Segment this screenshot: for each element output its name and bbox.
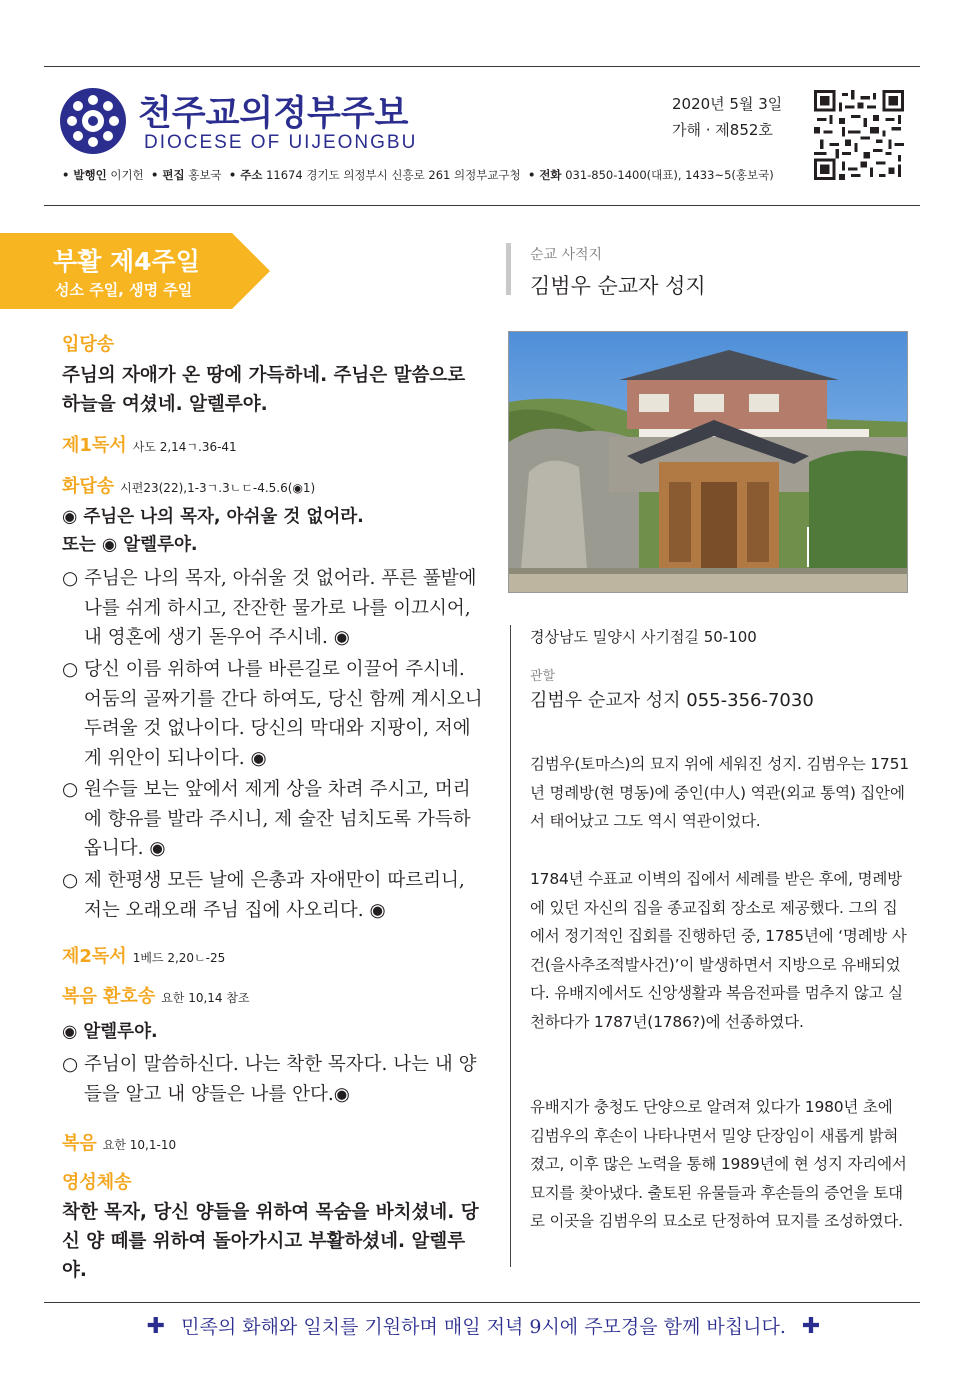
psalm-verse: ○ 주님은 나의 목자, 아쉬울 것 없어라. 푸른 풀밭에 나를 쉬게 하시고, 잔잔한 물가로 나를 이끄시어, 내 영혼에 생기 돋우어 주시네. ◉ [62,568,477,648]
footer-prayer [0,1312,967,1339]
entrance-antiphon-text: 주님의 자애가 온 땅에 가득하네. 주님은 말씀으로 하늘을 여셨네. 알렐루야. [62,365,466,415]
psalm-verse: ○ 제 한평생 모든 날에 은총과 자애만이 따르리니, 저는 오래오래 주님 집에 사오리다. ◉ [62,870,465,921]
issue-date: 2020년 5월 3일 [672,95,783,113]
section-marker [506,243,511,295]
communion-antiphon-heading: 영성체송 [62,1172,132,1193]
top-rule [44,66,920,67]
gospel-acclamation-ref: 요한 10,14 참조 [161,991,250,1005]
psalm-heading: 화답송 시편23(22),1-3ㄱ.3ㄴㄷ-4.5.6(◉1) [62,476,316,497]
jurisdiction-label: 관할 [530,669,556,684]
entrance-antiphon-heading: 입당송 [62,334,115,355]
psalm-response-alt: 또는 ◉ 알렐루야. [62,535,198,555]
footer-rule [44,1302,920,1303]
cross-icon: ✚ [146,1314,166,1339]
gospel-heading: 복음 요한 10,1-10 [62,1133,177,1154]
psalm-ref: 시편23(22),1-3ㄱ.3ㄴㄷ-4.5.6(◉1) [120,481,316,495]
shrine-photo [508,331,908,593]
footer-text: 민족의 화해와 일치를 기원하며 매일 저녁 9시에 주모경을 함께 바칩니다. [181,1316,786,1338]
shrine-paragraph: 유배지가 충청도 단양으로 알려져 있다가 1980년 초에 김범우의 후손이 나타나면서 밀양 단장임이 새롭게 밝혀졌고, 이후 많은 노력을 통해 1989년에 현 성지 자리에서 묘지를 찾아냈다. 출토된 유물들과 후손들의 증언을 토대로 이곳을 김범우의 묘소로 단정하여 묘지를 조성하였다. [530,1098,907,1230]
masthead-rule [44,205,920,206]
shrine-title: 김범우 순교자 성지 [530,274,706,298]
first-reading-heading: 제1독서 사도 2,14ㄱ.36-41 [62,435,237,456]
gospel-ref: 요한 10,1-10 [102,1138,177,1152]
qr-code-icon[interactable] [814,90,904,180]
diocese-logo [60,88,126,154]
psalm-verse: ○ 당신 이름 위하여 나를 바른길로 이끌어 주시네. 어둠의 골짜기를 간다 하여도, 당신 함께 계시오니 두려울 것 없나이다. 당신의 막대와 지팡이, 저에게 위안이 되나이다. ◉ [62,659,483,769]
newsletter-title: 천주교의정부주보 [138,94,409,134]
cross-icon: ✚ [801,1314,821,1339]
sunday-title: 부활 제4주일 [53,247,200,276]
publication-credits: • 발행인 이기헌 • 편집 홍보국 • 주소 11674 경기도 의정부시 신흥로 261 의정부교구청 • 전화 031-850-1400(대표), 1433~5(홍보국) [62,168,774,182]
second-reading-heading: 제2독서 1베드 2,20ㄴ-25 [62,946,226,967]
section-kicker: 순교 사적지 [530,247,603,263]
gospel-acclamation-response: ◉ 알렐루야. [62,1022,158,1042]
gospel-acclamation-heading: 복음 환호송 요한 10,14 참조 [62,986,250,1007]
column-divider [510,625,511,1267]
issue-number: 가해 · 제852호 [672,121,773,139]
newsletter-subtitle: DIOCESE OF UIJEONGBU [144,132,418,153]
communion-antiphon-text: 착한 목자, 당신 양들을 위하여 목숨을 바치셨네. 당신 양 떼를 위하여 돌아가시고 부활하셨네. 알렐루야. [62,1202,479,1281]
shrine-paragraph: 1784년 수표교 이벽의 집에서 세례를 받은 후에, 명례방에 있던 자신의 집을 종교집회 장소로 제공했다. 그의 집에서 정기적인 집회를 진행하던 중, 1785년에 ‘명례방 사건(을사추조적발사건)’이 발생하면서 지방으로 유배되었다. 유배지에서도 신앙생활과 복음전파를 멈추지 않고 실천하다가 1787년(1786?)에 선종하였다. [530,870,907,1031]
gospel-acclamation-verse: ○ 주님이 말씀하신다. 나는 착한 목자다. 나는 내 양들을 알고 내 양들은 나를 안다.◉ [62,1054,477,1105]
second-reading-ref: 1베드 2,20ㄴ-25 [132,951,226,965]
sunday-subtitle: 성소 주일, 생명 주일 [55,281,193,299]
shrine-address: 경상남도 밀양시 사기점길 50-100 [530,628,757,646]
psalm-response: ◉ 주님은 나의 목자, 아쉬울 것 없어라. [62,507,364,527]
first-reading-ref: 사도 2,14ㄱ.36-41 [132,440,237,454]
jurisdiction-contact: 김범우 순교자 성지 055-356-7030 [530,690,814,711]
shrine-paragraph: 김범우(토마스)의 묘지 위에 세워진 성지. 김범우는 1751년 명례방(현 명동)에 중인(中人) 역관(외교 통역) 집안에서 태어났고 그도 역시 역관이었다. [530,755,909,830]
psalm-verse: ○ 원수들 보는 앞에서 제게 상을 차려 주시고, 머리에 향유를 발라 주시니, 제 술잔 넘치도록 가득하옵니다. ◉ [62,779,471,859]
